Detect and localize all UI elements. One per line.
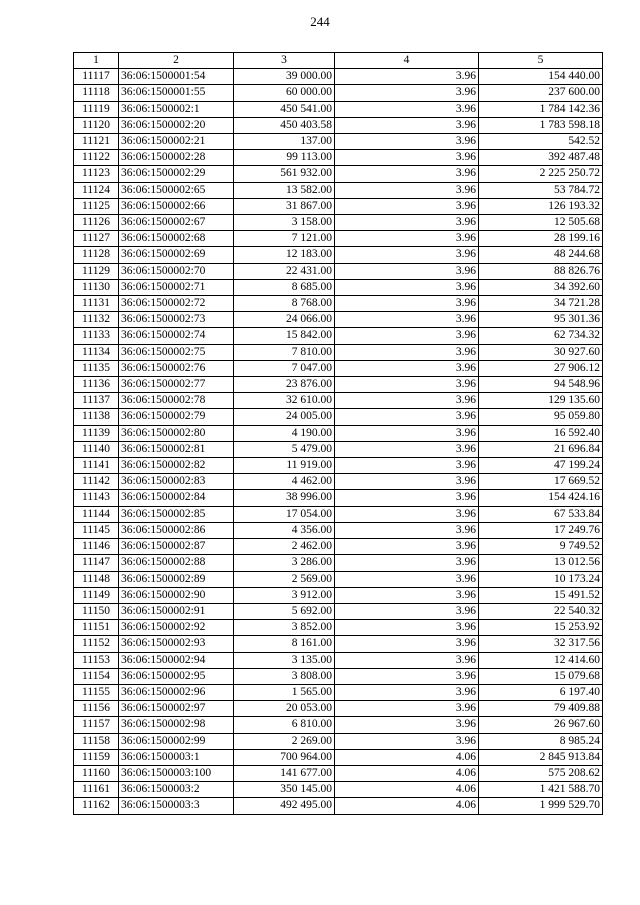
row-number-cell: 11126 bbox=[74, 215, 119, 231]
area-cell: 1 565.00 bbox=[234, 684, 335, 700]
row-number-cell: 11122 bbox=[74, 150, 119, 166]
value-cell: 62 734.32 bbox=[479, 328, 603, 344]
column-header: 5 bbox=[479, 53, 603, 69]
value-cell: 47 199.24 bbox=[479, 458, 603, 474]
cadastral-number-cell: 36:06:1500002:81 bbox=[119, 441, 234, 457]
cadastral-number-cell: 36:06:1500002:95 bbox=[119, 668, 234, 684]
area-cell: 20 053.00 bbox=[234, 701, 335, 717]
table-row bbox=[74, 150, 603, 166]
area-cell: 6 810.00 bbox=[234, 717, 335, 733]
cadastral-number-cell: 36:06:1500002:77 bbox=[119, 377, 234, 393]
row-number-cell: 11151 bbox=[74, 620, 119, 636]
area-cell: 3 286.00 bbox=[234, 555, 335, 571]
area-cell: 492 495.00 bbox=[234, 798, 335, 814]
area-cell: 4 462.00 bbox=[234, 474, 335, 490]
row-number-cell: 11161 bbox=[74, 782, 119, 798]
area-cell: 24 066.00 bbox=[234, 312, 335, 328]
table-header-row bbox=[74, 53, 603, 69]
table-row bbox=[74, 69, 603, 85]
rate-cell: 3.96 bbox=[335, 458, 479, 474]
table-row bbox=[74, 636, 603, 652]
cadastral-number-cell: 36:06:1500002:21 bbox=[119, 134, 234, 150]
value-cell: 88 826.76 bbox=[479, 263, 603, 279]
rate-cell: 3.96 bbox=[335, 571, 479, 587]
cadastral-number-cell: 36:06:1500002:68 bbox=[119, 231, 234, 247]
value-cell: 1 999 529.70 bbox=[479, 798, 603, 814]
area-cell: 450 403.58 bbox=[234, 117, 335, 133]
area-cell: 7 047.00 bbox=[234, 360, 335, 376]
rate-cell: 3.96 bbox=[335, 296, 479, 312]
value-cell: 26 967.60 bbox=[479, 717, 603, 733]
area-cell: 39 000.00 bbox=[234, 69, 335, 85]
table-row bbox=[74, 425, 603, 441]
row-number-cell: 11144 bbox=[74, 506, 119, 522]
area-cell: 23 876.00 bbox=[234, 377, 335, 393]
rate-cell: 4.06 bbox=[335, 782, 479, 798]
table-row bbox=[74, 539, 603, 555]
area-cell: 17 054.00 bbox=[234, 506, 335, 522]
table-row bbox=[74, 296, 603, 312]
table-row bbox=[74, 506, 603, 522]
rate-cell: 3.96 bbox=[335, 360, 479, 376]
cadastral-table bbox=[73, 52, 603, 815]
rate-cell: 3.96 bbox=[335, 522, 479, 538]
cadastral-number-cell: 36:06:1500003:2 bbox=[119, 782, 234, 798]
rate-cell: 3.96 bbox=[335, 312, 479, 328]
value-cell: 129 135.60 bbox=[479, 393, 603, 409]
row-number-cell: 11119 bbox=[74, 101, 119, 117]
area-cell: 5 692.00 bbox=[234, 603, 335, 619]
area-cell: 450 541.00 bbox=[234, 101, 335, 117]
row-number-cell: 11141 bbox=[74, 458, 119, 474]
table-row bbox=[74, 393, 603, 409]
table-row bbox=[74, 798, 603, 814]
area-cell: 137.00 bbox=[234, 134, 335, 150]
area-cell: 2 569.00 bbox=[234, 571, 335, 587]
rate-cell: 3.96 bbox=[335, 490, 479, 506]
row-number-cell: 11137 bbox=[74, 393, 119, 409]
table-row bbox=[74, 182, 603, 198]
table-row bbox=[74, 587, 603, 603]
cadastral-number-cell: 36:06:1500002:72 bbox=[119, 296, 234, 312]
area-cell: 141 677.00 bbox=[234, 765, 335, 781]
rate-cell: 3.96 bbox=[335, 393, 479, 409]
area-cell: 3 808.00 bbox=[234, 668, 335, 684]
area-cell: 99 113.00 bbox=[234, 150, 335, 166]
rate-cell: 3.96 bbox=[335, 620, 479, 636]
area-cell: 4 190.00 bbox=[234, 425, 335, 441]
value-cell: 95 301.36 bbox=[479, 312, 603, 328]
value-cell: 9 749.52 bbox=[479, 539, 603, 555]
rate-cell: 3.96 bbox=[335, 587, 479, 603]
table-row bbox=[74, 117, 603, 133]
row-number-cell: 11148 bbox=[74, 571, 119, 587]
table-row bbox=[74, 555, 603, 571]
value-cell: 30 927.60 bbox=[479, 344, 603, 360]
page-number: 244 bbox=[310, 14, 330, 29]
rate-cell: 3.96 bbox=[335, 182, 479, 198]
rate-cell: 3.96 bbox=[335, 717, 479, 733]
cadastral-number-cell: 36:06:1500002:75 bbox=[119, 344, 234, 360]
area-cell: 7 121.00 bbox=[234, 231, 335, 247]
area-cell: 8 161.00 bbox=[234, 636, 335, 652]
rate-cell: 3.96 bbox=[335, 733, 479, 749]
row-number-cell: 11124 bbox=[74, 182, 119, 198]
rate-cell: 3.96 bbox=[335, 150, 479, 166]
area-cell: 15 842.00 bbox=[234, 328, 335, 344]
cadastral-number-cell: 36:06:1500003:100 bbox=[119, 765, 234, 781]
rate-cell: 3.96 bbox=[335, 603, 479, 619]
row-number-cell: 11121 bbox=[74, 134, 119, 150]
value-cell: 15 253.92 bbox=[479, 620, 603, 636]
cadastral-number-cell: 36:06:1500002:83 bbox=[119, 474, 234, 490]
value-cell: 237 600.00 bbox=[479, 85, 603, 101]
row-number-cell: 11128 bbox=[74, 247, 119, 263]
area-cell: 38 996.00 bbox=[234, 490, 335, 506]
area-cell: 2 269.00 bbox=[234, 733, 335, 749]
column-header: 4 bbox=[335, 53, 479, 69]
value-cell: 67 533.84 bbox=[479, 506, 603, 522]
row-number-cell: 11150 bbox=[74, 603, 119, 619]
cadastral-number-cell: 36:06:1500002:29 bbox=[119, 166, 234, 182]
value-cell: 542.52 bbox=[479, 134, 603, 150]
rate-cell: 4.06 bbox=[335, 765, 479, 781]
cadastral-number-cell: 36:06:1500002:66 bbox=[119, 198, 234, 214]
rate-cell: 3.96 bbox=[335, 69, 479, 85]
value-cell: 15 491.52 bbox=[479, 587, 603, 603]
table-row bbox=[74, 263, 603, 279]
area-cell: 8 768.00 bbox=[234, 296, 335, 312]
cadastral-number-cell: 36:06:1500002:78 bbox=[119, 393, 234, 409]
cadastral-number-cell: 36:06:1500002:91 bbox=[119, 603, 234, 619]
cadastral-number-cell: 36:06:1500002:76 bbox=[119, 360, 234, 376]
row-number-cell: 11133 bbox=[74, 328, 119, 344]
row-number-cell: 11117 bbox=[74, 69, 119, 85]
area-cell: 3 852.00 bbox=[234, 620, 335, 636]
area-cell: 32 610.00 bbox=[234, 393, 335, 409]
cadastral-number-cell: 36:06:1500002:71 bbox=[119, 279, 234, 295]
cadastral-number-cell: 36:06:1500002:79 bbox=[119, 409, 234, 425]
table-row bbox=[74, 377, 603, 393]
cadastral-number-cell: 36:06:1500002:70 bbox=[119, 263, 234, 279]
area-cell: 7 810.00 bbox=[234, 344, 335, 360]
value-cell: 27 906.12 bbox=[479, 360, 603, 376]
row-number-cell: 11120 bbox=[74, 117, 119, 133]
row-number-cell: 11143 bbox=[74, 490, 119, 506]
cadastral-number-cell: 36:06:1500001:55 bbox=[119, 85, 234, 101]
value-cell: 28 199.16 bbox=[479, 231, 603, 247]
area-cell: 2 462.00 bbox=[234, 539, 335, 555]
rate-cell: 3.96 bbox=[335, 215, 479, 231]
value-cell: 17 669.52 bbox=[479, 474, 603, 490]
rate-cell: 3.96 bbox=[335, 668, 479, 684]
rate-cell: 3.96 bbox=[335, 377, 479, 393]
rate-cell: 4.06 bbox=[335, 798, 479, 814]
value-cell: 21 696.84 bbox=[479, 441, 603, 457]
row-number-cell: 11132 bbox=[74, 312, 119, 328]
value-cell: 15 079.68 bbox=[479, 668, 603, 684]
value-cell: 6 197.40 bbox=[479, 684, 603, 700]
cadastral-number-cell: 36:06:1500002:93 bbox=[119, 636, 234, 652]
table-row bbox=[74, 458, 603, 474]
rate-cell: 3.96 bbox=[335, 247, 479, 263]
value-cell: 53 784.72 bbox=[479, 182, 603, 198]
area-cell: 13 582.00 bbox=[234, 182, 335, 198]
cadastral-number-cell: 36:06:1500002:88 bbox=[119, 555, 234, 571]
rate-cell: 3.96 bbox=[335, 166, 479, 182]
cadastral-number-cell: 36:06:1500003:3 bbox=[119, 798, 234, 814]
cadastral-number-cell: 36:06:1500002:82 bbox=[119, 458, 234, 474]
row-number-cell: 11127 bbox=[74, 231, 119, 247]
area-cell: 5 479.00 bbox=[234, 441, 335, 457]
cadastral-number-cell: 36:06:1500002:90 bbox=[119, 587, 234, 603]
value-cell: 94 548.96 bbox=[479, 377, 603, 393]
row-number-cell: 11156 bbox=[74, 701, 119, 717]
row-number-cell: 11125 bbox=[74, 198, 119, 214]
row-number-cell: 11118 bbox=[74, 85, 119, 101]
row-number-cell: 11147 bbox=[74, 555, 119, 571]
table-row bbox=[74, 85, 603, 101]
table-row bbox=[74, 733, 603, 749]
area-cell: 350 145.00 bbox=[234, 782, 335, 798]
table-row bbox=[74, 134, 603, 150]
value-cell: 48 244.68 bbox=[479, 247, 603, 263]
cadastral-number-cell: 36:06:1500002:1 bbox=[119, 101, 234, 117]
table-row bbox=[74, 684, 603, 700]
row-number-cell: 11158 bbox=[74, 733, 119, 749]
cadastral-number-cell: 36:06:1500002:65 bbox=[119, 182, 234, 198]
area-cell: 3 158.00 bbox=[234, 215, 335, 231]
rate-cell: 4.06 bbox=[335, 749, 479, 765]
area-cell: 3 912.00 bbox=[234, 587, 335, 603]
table-body bbox=[74, 69, 603, 814]
value-cell: 154 440.00 bbox=[479, 69, 603, 85]
table-row bbox=[74, 409, 603, 425]
table-row bbox=[74, 490, 603, 506]
rate-cell: 3.96 bbox=[335, 474, 479, 490]
rate-cell: 3.96 bbox=[335, 117, 479, 133]
value-cell: 17 249.76 bbox=[479, 522, 603, 538]
value-cell: 126 193.32 bbox=[479, 198, 603, 214]
area-cell: 3 135.00 bbox=[234, 652, 335, 668]
table-row bbox=[74, 571, 603, 587]
row-number-cell: 11142 bbox=[74, 474, 119, 490]
table-row bbox=[74, 166, 603, 182]
rate-cell: 3.96 bbox=[335, 279, 479, 295]
cadastral-number-cell: 36:06:1500002:92 bbox=[119, 620, 234, 636]
area-cell: 8 685.00 bbox=[234, 279, 335, 295]
rate-cell: 3.96 bbox=[335, 555, 479, 571]
row-number-cell: 11157 bbox=[74, 717, 119, 733]
value-cell: 22 540.32 bbox=[479, 603, 603, 619]
rate-cell: 3.96 bbox=[335, 101, 479, 117]
column-header: 2 bbox=[119, 53, 234, 69]
table-row bbox=[74, 360, 603, 376]
area-cell: 22 431.00 bbox=[234, 263, 335, 279]
row-number-cell: 11123 bbox=[74, 166, 119, 182]
rate-cell: 3.96 bbox=[335, 684, 479, 700]
row-number-cell: 11129 bbox=[74, 263, 119, 279]
row-number-cell: 11162 bbox=[74, 798, 119, 814]
value-cell: 32 317.56 bbox=[479, 636, 603, 652]
cadastral-number-cell: 36:06:1500002:20 bbox=[119, 117, 234, 133]
cadastral-number-cell: 36:06:1500002:98 bbox=[119, 717, 234, 733]
value-cell: 1 784 142.36 bbox=[479, 101, 603, 117]
row-number-cell: 11149 bbox=[74, 587, 119, 603]
rate-cell: 3.96 bbox=[335, 263, 479, 279]
value-cell: 34 392.60 bbox=[479, 279, 603, 295]
row-number-cell: 11135 bbox=[74, 360, 119, 376]
rate-cell: 3.96 bbox=[335, 441, 479, 457]
row-number-cell: 11145 bbox=[74, 522, 119, 538]
cadastral-number-cell: 36:06:1500002:84 bbox=[119, 490, 234, 506]
row-number-cell: 11153 bbox=[74, 652, 119, 668]
row-number-cell: 11160 bbox=[74, 765, 119, 781]
column-header: 3 bbox=[234, 53, 335, 69]
value-cell: 34 721.28 bbox=[479, 296, 603, 312]
table-row bbox=[74, 603, 603, 619]
cadastral-number-cell: 36:06:1500002:86 bbox=[119, 522, 234, 538]
value-cell: 575 208.62 bbox=[479, 765, 603, 781]
table-row bbox=[74, 441, 603, 457]
value-cell: 95 059.80 bbox=[479, 409, 603, 425]
rate-cell: 3.96 bbox=[335, 539, 479, 555]
row-number-cell: 11139 bbox=[74, 425, 119, 441]
table-row bbox=[74, 312, 603, 328]
cadastral-number-cell: 36:06:1500003:1 bbox=[119, 749, 234, 765]
table-row bbox=[74, 215, 603, 231]
table-row bbox=[74, 231, 603, 247]
rate-cell: 3.96 bbox=[335, 328, 479, 344]
table-row bbox=[74, 474, 603, 490]
value-cell: 1 783 598.18 bbox=[479, 117, 603, 133]
value-cell: 79 409.88 bbox=[479, 701, 603, 717]
row-number-cell: 11155 bbox=[74, 684, 119, 700]
cadastral-number-cell: 36:06:1500002:97 bbox=[119, 701, 234, 717]
row-number-cell: 11140 bbox=[74, 441, 119, 457]
value-cell: 392 487.48 bbox=[479, 150, 603, 166]
row-number-cell: 11131 bbox=[74, 296, 119, 312]
rate-cell: 3.96 bbox=[335, 344, 479, 360]
rate-cell: 3.96 bbox=[335, 701, 479, 717]
area-cell: 4 356.00 bbox=[234, 522, 335, 538]
rate-cell: 3.96 bbox=[335, 85, 479, 101]
table-row bbox=[74, 668, 603, 684]
table-row bbox=[74, 247, 603, 263]
area-cell: 60 000.00 bbox=[234, 85, 335, 101]
cadastral-number-cell: 36:06:1500002:28 bbox=[119, 150, 234, 166]
value-cell: 10 173.24 bbox=[479, 571, 603, 587]
rate-cell: 3.96 bbox=[335, 652, 479, 668]
table-row bbox=[74, 344, 603, 360]
cadastral-number-cell: 36:06:1500002:73 bbox=[119, 312, 234, 328]
area-cell: 24 005.00 bbox=[234, 409, 335, 425]
row-number-cell: 11154 bbox=[74, 668, 119, 684]
rate-cell: 3.96 bbox=[335, 198, 479, 214]
rate-cell: 3.96 bbox=[335, 425, 479, 441]
table-row bbox=[74, 620, 603, 636]
value-cell: 1 421 588.70 bbox=[479, 782, 603, 798]
table-row bbox=[74, 782, 603, 798]
cadastral-number-cell: 36:06:1500002:94 bbox=[119, 652, 234, 668]
area-cell: 11 919.00 bbox=[234, 458, 335, 474]
value-cell: 12 505.68 bbox=[479, 215, 603, 231]
area-cell: 561 932.00 bbox=[234, 166, 335, 182]
table-row bbox=[74, 717, 603, 733]
cadastral-number-cell: 36:06:1500001:54 bbox=[119, 69, 234, 85]
value-cell: 2 845 913.84 bbox=[479, 749, 603, 765]
value-cell: 16 592.40 bbox=[479, 425, 603, 441]
cadastral-number-cell: 36:06:1500002:99 bbox=[119, 733, 234, 749]
table-row bbox=[74, 198, 603, 214]
column-header: 1 bbox=[74, 53, 119, 69]
row-number-cell: 11138 bbox=[74, 409, 119, 425]
cadastral-number-cell: 36:06:1500002:80 bbox=[119, 425, 234, 441]
row-number-cell: 11134 bbox=[74, 344, 119, 360]
rate-cell: 3.96 bbox=[335, 134, 479, 150]
row-number-cell: 11152 bbox=[74, 636, 119, 652]
cadastral-number-cell: 36:06:1500002:96 bbox=[119, 684, 234, 700]
table-row bbox=[74, 328, 603, 344]
value-cell: 12 414.60 bbox=[479, 652, 603, 668]
row-number-cell: 11159 bbox=[74, 749, 119, 765]
area-cell: 700 964.00 bbox=[234, 749, 335, 765]
rate-cell: 3.96 bbox=[335, 636, 479, 652]
table-row bbox=[74, 279, 603, 295]
value-cell: 2 225 250.72 bbox=[479, 166, 603, 182]
cadastral-number-cell: 36:06:1500002:69 bbox=[119, 247, 234, 263]
value-cell: 13 012.56 bbox=[479, 555, 603, 571]
row-number-cell: 11130 bbox=[74, 279, 119, 295]
value-cell: 8 985.24 bbox=[479, 733, 603, 749]
area-cell: 31 867.00 bbox=[234, 198, 335, 214]
table-row bbox=[74, 765, 603, 781]
table-row bbox=[74, 522, 603, 538]
table-row bbox=[74, 652, 603, 668]
row-number-cell: 11136 bbox=[74, 377, 119, 393]
cadastral-number-cell: 36:06:1500002:67 bbox=[119, 215, 234, 231]
rate-cell: 3.96 bbox=[335, 506, 479, 522]
cadastral-number-cell: 36:06:1500002:89 bbox=[119, 571, 234, 587]
value-cell: 154 424.16 bbox=[479, 490, 603, 506]
cadastral-number-cell: 36:06:1500002:87 bbox=[119, 539, 234, 555]
table-row bbox=[74, 101, 603, 117]
area-cell: 12 183.00 bbox=[234, 247, 335, 263]
cadastral-number-cell: 36:06:1500002:85 bbox=[119, 506, 234, 522]
table-row bbox=[74, 701, 603, 717]
table-row bbox=[74, 749, 603, 765]
cadastral-number-cell: 36:06:1500002:74 bbox=[119, 328, 234, 344]
rate-cell: 3.96 bbox=[335, 231, 479, 247]
row-number-cell: 11146 bbox=[74, 539, 119, 555]
rate-cell: 3.96 bbox=[335, 409, 479, 425]
